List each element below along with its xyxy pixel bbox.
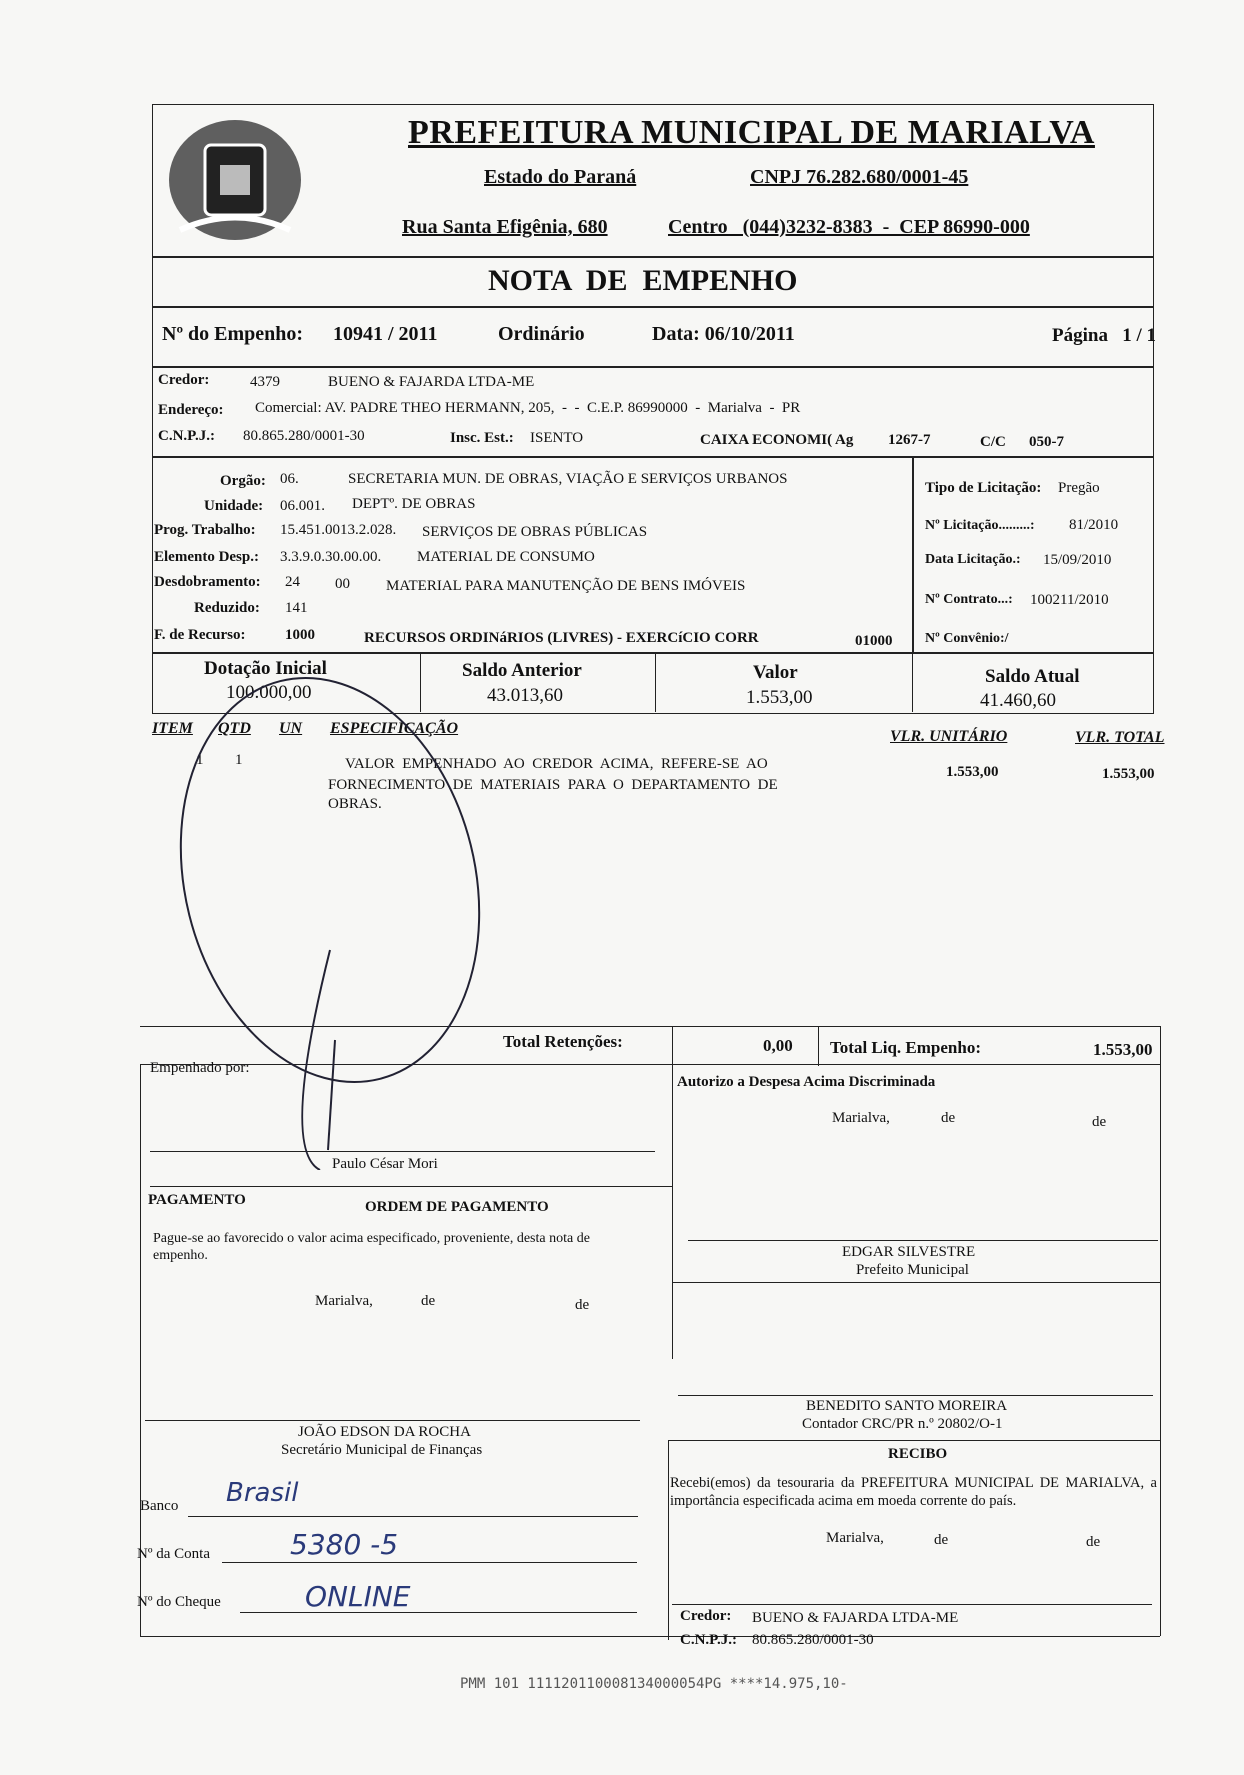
cheque-handwritten: ONLINE [305, 1580, 411, 1613]
h-unit: VLR. UNITÁRIO [890, 728, 1008, 745]
ant-value: 43.013,60 [487, 685, 563, 706]
pagamento-text: Pague-se ao favorecido o valor acima especificado, proveniente, desta nota de empenho. [153, 1231, 590, 1263]
credor-ag: 1267-7 [888, 432, 931, 448]
h-esp: ESPECIFICAÇÃO [330, 720, 459, 737]
ret-value: 0,00 [763, 1036, 793, 1055]
empenho-type: Ordinário [498, 323, 585, 345]
h-qtd: QTD [218, 720, 251, 737]
credor-addr: Comercial: AV. PADRE THEO HERMANN, 205, - - C.E.P. 86990000 - Marialva - PR [255, 400, 801, 416]
recibo-cnpj: 80.865.280/0001-30 [752, 1632, 874, 1648]
rec-desc: RECURSOS ORDINáRIOS (LIVRES) - EXERCíCIO CORR [364, 630, 759, 646]
item-desc-3: OBRAS. [328, 796, 382, 812]
atual-label: Saldo Atual [985, 666, 1080, 687]
desd2: 00 [335, 576, 350, 592]
recibo-title: RECIBO [888, 1446, 948, 1462]
orgao: 06. [280, 471, 299, 487]
red: 141 [285, 600, 308, 616]
liq-label: Total Liq. Empenho: [830, 1038, 981, 1057]
item-unit: 1.553,00 [946, 764, 999, 780]
recibo-de2: de [1086, 1534, 1101, 1550]
lic-tipo-label: Tipo de Licitação: [925, 480, 1042, 496]
totals-div-2 [818, 1026, 819, 1066]
ant-label: Saldo Anterior [462, 660, 582, 681]
lic-tipo: Pregão [1058, 480, 1100, 496]
credor-addr-label: Endereço: [158, 402, 224, 418]
banco-line [188, 1516, 638, 1517]
coat-of-arms [160, 110, 310, 250]
val-value: 1.553,00 [746, 687, 813, 708]
pag-city: Marialva, [315, 1293, 373, 1309]
prog: 15.451.0013.2.028. [280, 522, 397, 538]
elem-desc: MATERIAL DE CONSUMO [417, 549, 595, 565]
recibo-top-line [668, 1440, 1160, 1441]
item-total: 1.553,00 [1102, 766, 1155, 782]
item-desc-1: VALOR EMPENHADO AO CREDOR ACIMA, REFERE-SE AO [345, 756, 768, 772]
sign-center-line-2 [668, 1440, 669, 1640]
empenho-num: 10941 / 2011 [333, 323, 438, 345]
dot-value: 100.000,00 [226, 682, 312, 703]
credor-label: Credor: [158, 372, 210, 388]
doc-title: NOTA DE EMPENHO [488, 264, 798, 297]
autorizo: Autorizo a Despesa Acima Discriminada [677, 1074, 936, 1090]
lic-num-label: Nº Licitação.........: [925, 518, 1035, 533]
banco-label: Banco [140, 1498, 179, 1514]
lic-num: 81/2010 [1069, 517, 1119, 533]
cheque-line [240, 1612, 637, 1613]
credor-cnpj-label: C.N.P.J.: [158, 428, 215, 444]
joao-name: JOÃO EDSON DA ROCHA [298, 1424, 471, 1440]
sign-bottom-hline [140, 1636, 1160, 1637]
lic-contrato: 100211/2010 [1030, 592, 1109, 608]
h-item: ITEM [152, 720, 193, 737]
rec-code: 01000 [855, 633, 893, 649]
orgao-label: Orgão: [220, 473, 266, 489]
recibo-credor-label: Credor: [680, 1608, 732, 1624]
item-desc-2: FORNECIMENTO DE MATERIAIS PARA O DEPARTAMENTO DE [328, 777, 778, 793]
totals-div-1 [672, 1026, 673, 1066]
autorizo-city: Marialva, [832, 1110, 890, 1126]
contador-title: Contador CRC/PR n.º 20802/O-1 [802, 1416, 1003, 1432]
prog-label: Prog. Trabalho: [154, 522, 256, 538]
desd-label: Desdobramento: [154, 574, 261, 590]
desd: 24 [285, 574, 300, 590]
cheque-label: Nº do Cheque [137, 1594, 221, 1610]
unidade-desc: DEPTº. DE OBRAS [352, 496, 476, 512]
credor-name: BUENO & FAJARDA LTDA-ME [328, 374, 535, 390]
recibo-text: Recebi(emos) da tesouraria da PREFEITURA MUNICIPAL DE MARIALVA, a importância especificada acima em moeda corrente do país. [670, 1475, 1157, 1509]
unidade: 06.001. [280, 498, 325, 514]
conta-label: Nº da Conta [137, 1546, 210, 1562]
item-num: 1 [196, 752, 204, 768]
header-title: PREFEITURA MUNICIPAL DE MARIALVA [408, 114, 1095, 151]
header-cnpj: CNPJ 76.282.680/0001-45 [750, 166, 969, 188]
edgar-name: EDGAR SILVESTRE [842, 1244, 976, 1260]
liq-value: 1.553,00 [1093, 1040, 1153, 1059]
benedito-name: BENEDITO SANTO MOREIRA [806, 1398, 1008, 1414]
item-qtd: 1 [235, 752, 243, 768]
rec: 1000 [285, 627, 315, 643]
credor-cc-label: C/C [980, 434, 1006, 450]
elem: 3.3.9.0.30.00.00. [280, 549, 382, 565]
recibo-de1: de [934, 1532, 949, 1548]
rec-label: F. de Recurso: [154, 627, 246, 643]
credor-insc: ISENTO [530, 430, 584, 446]
saldos-div-2 [655, 652, 656, 712]
pag-de2: de [575, 1297, 590, 1313]
ordem-label: ORDEM DE PAGAMENTO [365, 1199, 549, 1215]
lic-data: 15/09/2010 [1043, 552, 1112, 568]
pagamento-label: PAGAMENTO [148, 1192, 246, 1208]
benedito-sign-line [678, 1395, 1153, 1396]
credor-code: 4379 [250, 374, 280, 390]
recibo-cnpj-label: C.N.P.J.: [680, 1632, 737, 1648]
prog-desc: SERVIÇOS DE OBRAS PÚBLICAS [422, 524, 648, 540]
autorizo-de2: de [1092, 1114, 1107, 1130]
empenho-num-label: Nº do Empenho: [162, 323, 304, 345]
credor-insc-label: Insc. Est.: [450, 430, 514, 446]
pag-de1: de [421, 1293, 436, 1309]
sign-center-line [672, 1064, 673, 1359]
header-address-rest: Centro (044)3232-8383 - CEP 86990-000 [668, 216, 1030, 238]
empenhado-label: Empenhado por: [150, 1060, 250, 1076]
empenho-date: Data: 06/10/2011 [652, 323, 795, 345]
red-label: Reduzido: [194, 600, 260, 616]
val-label: Valor [753, 662, 798, 683]
saldos-div-3 [912, 652, 913, 712]
recibo-credor: BUENO & FAJARDA LTDA-ME [752, 1610, 959, 1626]
h-un: UN [279, 720, 303, 737]
ret-label: Total Retenções: [503, 1032, 623, 1051]
credor-bank: CAIXA ECONOMI( Ag [700, 432, 854, 448]
recibo-city: Marialva, [826, 1530, 884, 1546]
dot-label: Dotação Inicial [204, 658, 327, 679]
secretario-title: Secretário Municipal de Finanças [281, 1442, 483, 1458]
autorizo-de1: de [941, 1110, 956, 1126]
orgao-desc: SECRETARIA MUN. DE OBRAS, VIAÇÃO E SERVIÇOS URBANOS [348, 471, 788, 487]
elem-label: Elemento Desp.: [154, 549, 259, 565]
desd-desc: MATERIAL PARA MANUTENÇÃO DE BENS IMÓVEIS [386, 578, 746, 594]
conta-line [222, 1562, 637, 1563]
recibo-sign-line [672, 1604, 1152, 1605]
form-right-line [1160, 1026, 1161, 1636]
lic-contrato-label: Nº Contrato...: [925, 592, 1013, 607]
sign-left-hline [150, 1186, 672, 1187]
footer-code: PMM 101 111120110008134000054PG ****14.975,10- [460, 1676, 848, 1692]
handwritten-circle-mark [120, 650, 500, 1170]
sign-right-hline [672, 1282, 1160, 1283]
h-total: VLR. TOTAL [1075, 729, 1165, 746]
banco-handwritten: Brasil [226, 1478, 299, 1508]
lic-data-label: Data Licitação.: [925, 552, 1021, 567]
paulo-name: Paulo César Mori [332, 1156, 438, 1172]
credor-cnpj: 80.865.280/0001-30 [243, 428, 365, 444]
header-address: Rua Santa Efigênia, 680 [402, 216, 608, 238]
atual-value: 41.460,60 [980, 690, 1056, 711]
edgar-sign-line [688, 1240, 1158, 1241]
header-state: Estado do Paraná [484, 166, 637, 188]
conta-handwritten: 5380 -5 [290, 1528, 399, 1561]
joao-sign-line [145, 1420, 640, 1421]
lic-convenio-label: Nº Convênio:/ [925, 631, 1009, 646]
empenho-page: Página 1 / 1 [1052, 325, 1156, 346]
unidade-label: Unidade: [204, 498, 264, 514]
credor-cc: 050-7 [1029, 434, 1064, 450]
prefeito-title: Prefeito Municipal [856, 1262, 969, 1278]
